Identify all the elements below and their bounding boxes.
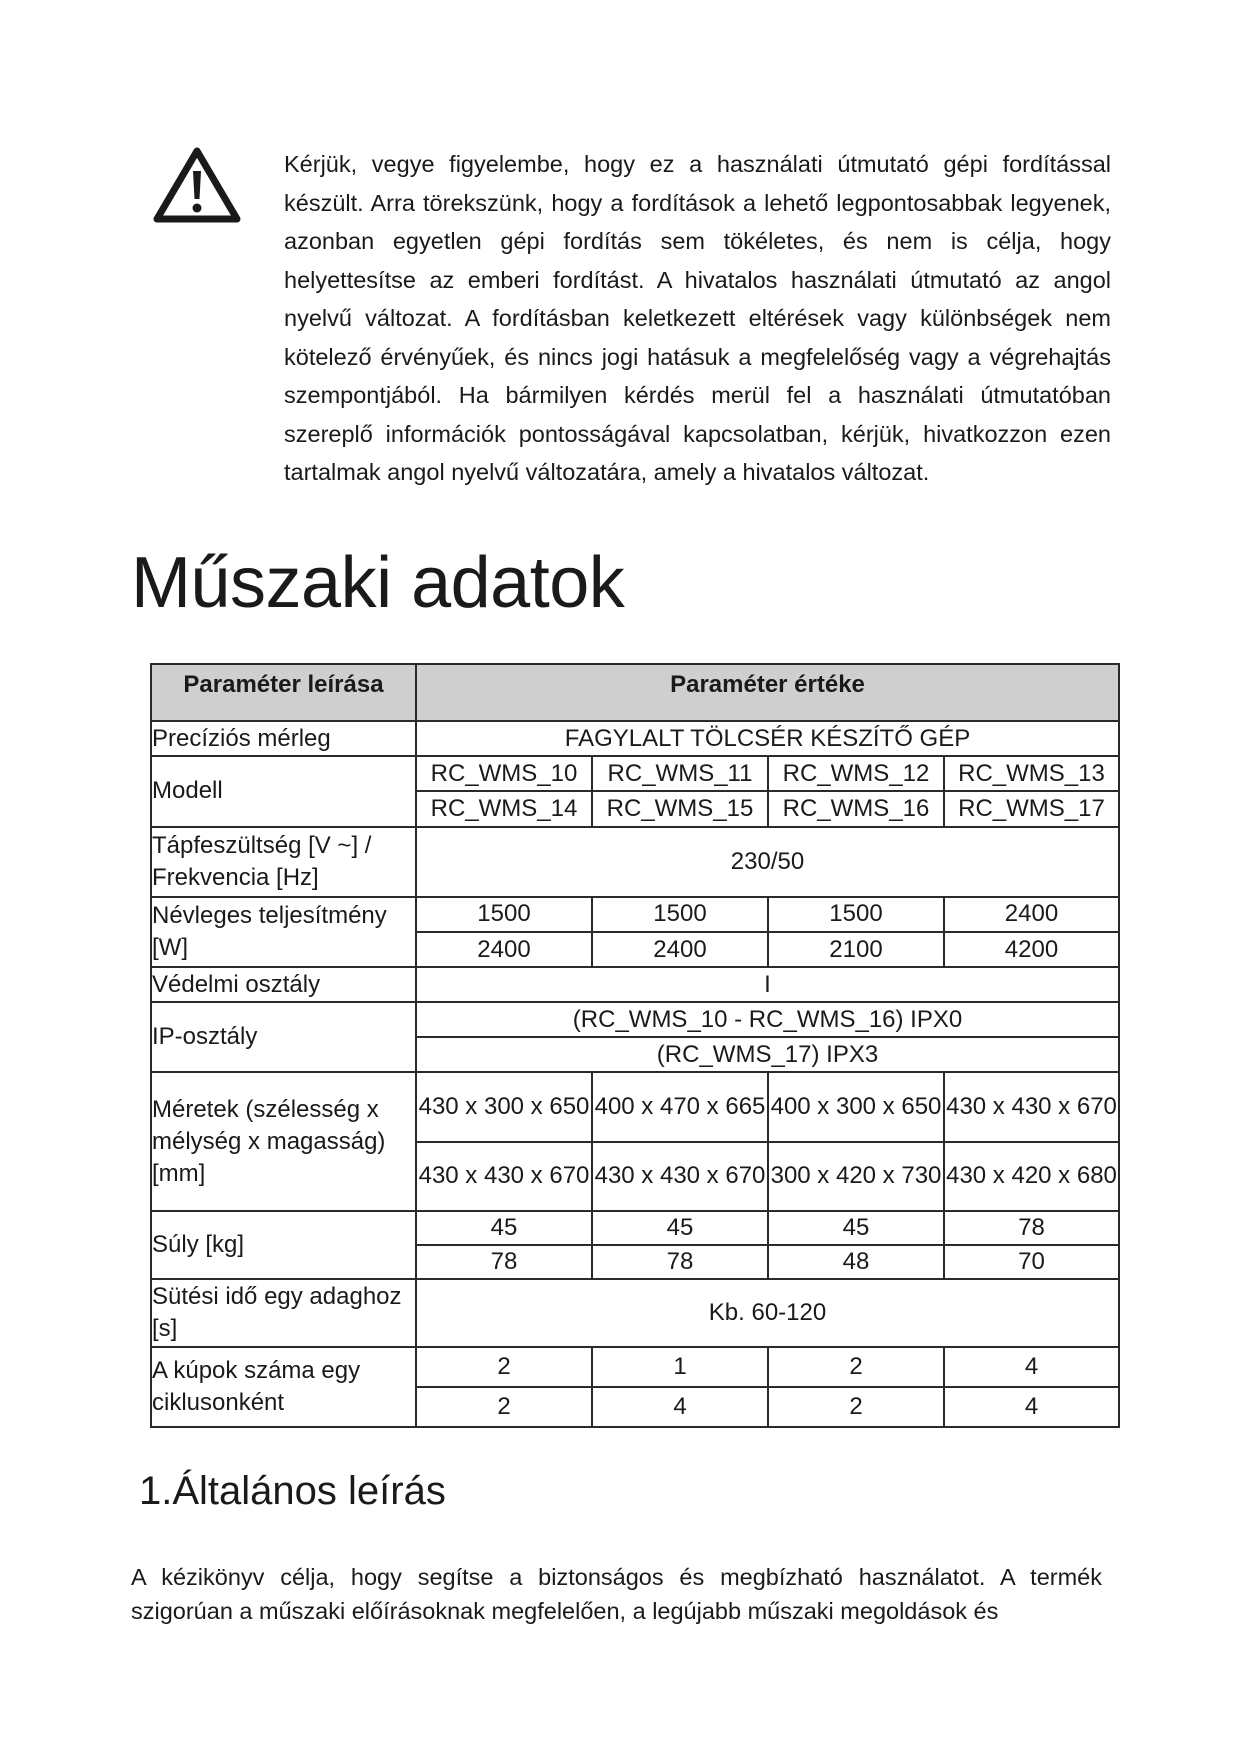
model-cell: RC_WMS_16: [768, 791, 944, 826]
power-cell: 1500: [768, 897, 944, 932]
cones-cell: 2: [768, 1387, 944, 1427]
translation-notice: [284, 145, 1111, 492]
model-cell: RC_WMS_15: [592, 791, 768, 826]
weight-cell: 45: [768, 1211, 944, 1245]
voltage-value: 230/50: [416, 827, 1119, 897]
table-row: [151, 967, 1119, 1002]
notice-text: Kérjük, vegye figyelembe, hogy ez a használati útmutató gépi fordítással készült. Arra törekszünk, hogy a fordítások a lehető legpontosabbak legyenek, azonban egyetlen gépi fordítás sem tökéletes, és nem is célja, hogy helyettesítse az emberi fordítást. A hivatalos használati útmutató az angol nyelvű változat. A fordításban keletkezett eltérések vagy különbségek nem kötelező érvényűek, és nincs jogi hatásuk a megfelelőség vagy a végrehajtás szempontjából. Ha bármilyen kérdés merül fel a használati útmutatóban szereplő információk pontosságával kapcsolatban, kérjük, hivatkozzon ezen tartalmak angol nyelvű változatára, amely a hivatalos változat.: [284, 151, 1111, 485]
protection-value: I: [416, 967, 1119, 1002]
page-title: Műszaki adatok: [131, 543, 625, 623]
table-row: [151, 1211, 1119, 1245]
baking-label: Sütési idő egy adaghoz [s]: [151, 1279, 416, 1346]
weight-cell: 78: [416, 1245, 592, 1279]
cones-cell: 2: [768, 1347, 944, 1387]
table-row: [151, 721, 1119, 756]
voltage-label: Tápfeszültség [V ~] / Frekvencia [Hz]: [151, 827, 416, 897]
header-value: Paraméter értéke: [416, 664, 1119, 721]
ip-value-1: (RC_WMS_10 - RC_WMS_16) IPX0: [416, 1002, 1119, 1037]
section-heading: 1.Általános leírás: [139, 1469, 446, 1513]
model-label: Modell: [151, 756, 416, 826]
cones-label: A kúpok száma egy ciklusonként: [151, 1347, 416, 1427]
table-row: [151, 1072, 1119, 1141]
dimension-cell: 430 x 430 x 670: [416, 1142, 592, 1211]
weight-cell: 48: [768, 1245, 944, 1279]
power-label: Névleges teljesítmény [W]: [151, 897, 416, 967]
protection-label: Védelmi osztály: [151, 967, 416, 1002]
model-cell: RC_WMS_12: [768, 756, 944, 791]
header-param: Paraméter leírása: [151, 664, 416, 721]
weight-label: Súly [kg]: [151, 1211, 416, 1279]
cones-cell: 1: [592, 1347, 768, 1387]
dimension-cell: 300 x 420 x 730: [768, 1142, 944, 1211]
dimension-cell: 430 x 430 x 670: [592, 1142, 768, 1211]
dimension-cell: 430 x 300 x 650: [416, 1072, 592, 1141]
cones-cell: 4: [944, 1387, 1119, 1427]
table-row: [151, 1279, 1119, 1346]
baking-value: Kb. 60-120: [416, 1279, 1119, 1346]
power-cell: 2400: [944, 897, 1119, 932]
model-cell: RC_WMS_14: [416, 791, 592, 826]
warning-triangle-icon: [152, 145, 242, 225]
ip-label: IP-osztály: [151, 1002, 416, 1072]
table-row: [151, 1347, 1119, 1387]
precision-value: FAGYLALT TÖLCSÉR KÉSZÍTŐ GÉP: [416, 721, 1119, 756]
weight-cell: 78: [592, 1245, 768, 1279]
spec-table: [150, 663, 1120, 1428]
model-cell: RC_WMS_10: [416, 756, 592, 791]
model-cell: RC_WMS_13: [944, 756, 1119, 791]
dimensions-label: Méretek (szélesség x mélység x magasság) [mm]: [151, 1072, 416, 1211]
ip-value-2: (RC_WMS_17) IPX3: [416, 1037, 1119, 1072]
dimension-cell: 430 x 420 x 680: [944, 1142, 1119, 1211]
dimension-cell: 430 x 430 x 670: [944, 1072, 1119, 1141]
power-cell: 2400: [592, 932, 768, 967]
dimension-cell: 400 x 300 x 650: [768, 1072, 944, 1141]
table-row: [151, 1002, 1119, 1037]
model-cell: RC_WMS_11: [592, 756, 768, 791]
power-cell: 4200: [944, 932, 1119, 967]
cones-cell: 4: [944, 1347, 1119, 1387]
table-row: [151, 756, 1119, 791]
power-cell: 1500: [592, 897, 768, 932]
weight-cell: 78: [944, 1211, 1119, 1245]
power-cell: 2100: [768, 932, 944, 967]
weight-cell: 70: [944, 1245, 1119, 1279]
table-row: [151, 897, 1119, 932]
dimension-cell: 400 x 470 x 665: [592, 1072, 768, 1141]
power-cell: 2400: [416, 932, 592, 967]
weight-cell: 45: [416, 1211, 592, 1245]
table-row: [151, 827, 1119, 897]
precision-label: Precíziós mérleg: [151, 721, 416, 756]
table-header-row: [151, 664, 1119, 721]
cones-cell: 4: [592, 1387, 768, 1427]
weight-cell: 45: [592, 1211, 768, 1245]
model-cell: RC_WMS_17: [944, 791, 1119, 826]
power-cell: 1500: [416, 897, 592, 932]
cones-cell: 2: [416, 1347, 592, 1387]
cones-cell: 2: [416, 1387, 592, 1427]
section-text: A kézikönyv célja, hogy segítse a biztonságos és megbízható használatot. A termék szigorúan a műszaki előírásoknak megfelelően, a legújabb műszaki megoldások és: [131, 1564, 1102, 1624]
